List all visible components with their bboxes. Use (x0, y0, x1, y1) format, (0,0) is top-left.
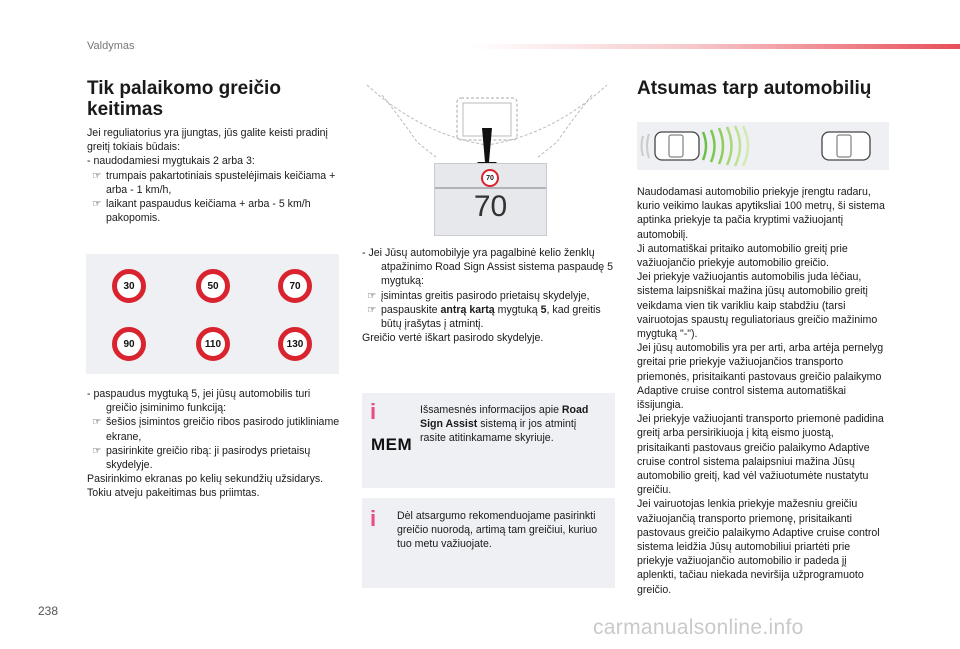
left-intro-block (87, 126, 342, 225)
left-item-1-sub-2-text: laikant paspaudus keičiama + arba - 5 km/h pakopomis. (106, 198, 311, 225)
left-item-2-sub-2-text: pasirinkite greičio ribą: ji pasirodys prietaisų skydelyje. (106, 444, 311, 472)
speed-sign-70[interactable]: 70 (278, 269, 312, 303)
speed-sign-50[interactable]: 50 (196, 269, 230, 303)
middle-item (362, 246, 617, 289)
left-item-1-text: - naudodamiesi mygtukais 2 arba 3: (87, 155, 255, 168)
left-outro-1: Pasirinkimo ekranas po kelių sekundžių užsidarys. (87, 473, 324, 486)
info-icon: i (370, 506, 377, 531)
left-item-2-text: - paspaudus mygtuką 5, jei jūsų automobilis turi greičio įsiminimo funkciją: (87, 388, 311, 415)
recognized-sign: 70 (481, 169, 499, 187)
info-box-mem-text (420, 403, 600, 446)
middle-sub-1-text: įsimintas greitis pasirodo prietaisų skydelyje, (381, 289, 590, 302)
left-item-1 (87, 154, 342, 168)
speed-sign-30[interactable]: 30 (112, 269, 146, 303)
right-paragraph-2: Ji automatiškai pritaiko automobilio greitį prie važiuojančio priekyje automobilio greičio. (637, 242, 848, 270)
middle-sub-1 (362, 289, 617, 303)
left-outro-2: Tokiu atveju pakeitimas bus priimtas. (87, 487, 260, 500)
info1-bold: Road Sign Assist (420, 404, 589, 431)
left-memory-block (87, 387, 342, 501)
middle-sub-2-post: , kad greitis būtų įrašytas į atmintį. (381, 303, 601, 331)
left-item-2 (87, 387, 342, 415)
left-item-2-sub-2 (87, 444, 342, 472)
speed-sign-130[interactable]: 130 (278, 327, 312, 361)
speed-signs-panel (86, 254, 339, 374)
middle-sub-2-pre: paspauskite (381, 303, 441, 316)
pointer-icon: ☞ (92, 169, 102, 182)
header-accent-bar (470, 44, 960, 49)
middle-text-block (362, 246, 617, 345)
left-item-1-sub-2 (87, 197, 342, 225)
radar-illustration (637, 122, 889, 170)
speed-sign-90[interactable]: 90 (112, 327, 146, 361)
pointer-icon: ☞ (367, 303, 377, 316)
left-item-2-sub-1 (87, 415, 342, 443)
middle-sub-2-bold2: 5 (540, 303, 547, 316)
right-paragraph-4: Jei jūsų automobilis yra per arti, arba artėja pernelyg greitai prie priekyje važiuojančios transporto priemonės, prisitaikanti pastovaus greičio palaikymo Adaptive cruise control sistema automatiškai išsijungia. (637, 342, 884, 412)
info-box-caution-text: Dėl atsargumo rekomenduojame pasirinkti greičio nuorodą, artimą tam greičiui, kuriuo tuo metu važiuojate. (397, 510, 598, 551)
right-text-block (637, 185, 889, 597)
pointer-icon: ☞ (92, 444, 102, 457)
mem-label: MEM (371, 435, 413, 454)
section-label: Valdymas (87, 40, 135, 52)
page-number: 238 (38, 604, 59, 618)
left-item-1-sub-1 (87, 169, 342, 197)
cars-radar-drawing (637, 122, 889, 170)
speed-sign-110[interactable]: 110 (196, 327, 230, 361)
right-paragraph-5: Jei priekyje važiuojanti transporto priemonė padidina greitį arba persirikiuoja į kitą eismo juostą, prisitaikanti pastovaus greičio palaikymo Adaptive cruise control sistema palaipsniui mažina Jūsų automobilio greitį, kad vėl važiuotumėte nustatytu greičiu. (637, 413, 884, 497)
pointer-icon: ☞ (92, 416, 102, 429)
middle-sub-2 (362, 303, 617, 331)
left-item-1-sub-1-text: trumpais pakartotiniais spustelėjimais keičiama + arba - 1 km/h, (106, 169, 336, 196)
display-speed: 70 (473, 190, 508, 223)
middle-outro: Greičio vertė iškart pasirodo skydelyje. (362, 332, 544, 345)
left-item-2-sub-1-text: šešios įsimintos greičio ribos pasirodo jutikliniame ekrane, (106, 416, 340, 443)
cluster-display (434, 163, 547, 236)
info-box-mem (362, 393, 615, 488)
right-section-title: Atsumas tarp automobilių (637, 78, 872, 99)
right-paragraph-1: Naudodamasi automobilio priekyje įrengtu radaru, kurio veikimo laukas apytiksliai 100 metrų, ši sistema aptinka priekyje ta pačia kryptimi važiuojantį automobilį. (637, 186, 885, 241)
left-intro: Jei reguliatorius yra įjungtas, jūs galite keisti pradinį greitį tokiais būdais: (87, 127, 328, 154)
left-section-title: Tik palaikomo greičio keitimas (87, 78, 281, 120)
middle-item-text: - Jei Jūsų automobilyje yra pagalbinė kelio ženklų atpažinimo Road Sign Assist sistema paspaudę 5 mygtuką: (362, 247, 614, 288)
middle-sub-2-bold: antrą kartą (440, 303, 495, 316)
watermark: carmanualsonline.info (593, 616, 804, 639)
info-icon: i (370, 399, 377, 424)
right-paragraph-3: Jei priekyje važiuojantis automobilis juda lėčiau, sistema laipsniškai mažina jūsų automobilio greitį veikdama vien tik varikliu kaip stabdžiu (tarsi vairuotojas spaustų reguliatoriaus greičio mažinimo mygtuką "-"). (637, 271, 878, 341)
info-box-caution (362, 498, 615, 588)
pointer-icon: ☞ (367, 289, 377, 302)
info1-pre: Išsamesnės informacijos apie (420, 404, 562, 416)
right-paragraph-6: Jei vairuotojas lenkia priekyje mažesniu greičiu važiuojančią transporto priemonę, prisitaikanti pastovaus greičio palaikymo Adaptive cruise control sistema leidžia Jūsų automobiliui priartėti prie priekyje važiuojančio automobilio ir padeda jį aplenkti, tačiau niekada neviršija užprogramuoto greičio. (637, 498, 880, 596)
middle-sub-2-mid: mygtuką (494, 303, 541, 316)
info1-post: sistemą ir jos atmintį rasite atitinkamame skyriuje. (420, 418, 577, 445)
pointer-icon: ☞ (92, 198, 102, 211)
display-divider (435, 187, 546, 189)
